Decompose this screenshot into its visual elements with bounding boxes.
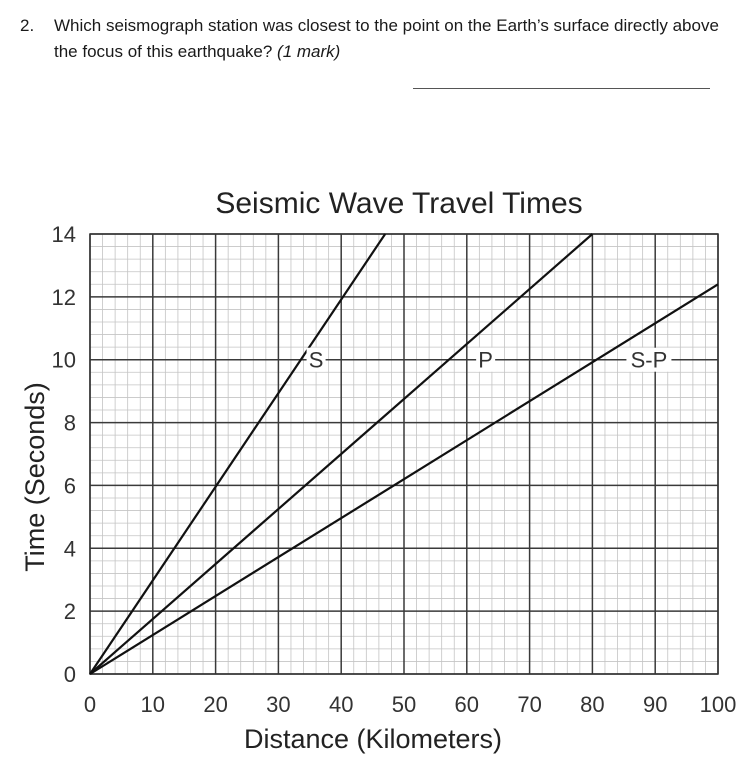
x-axis-label: Distance (Kilometers)	[243, 724, 503, 754]
y-axis-label: Time (Seconds)	[20, 382, 50, 572]
y-tick-label: 6	[63, 473, 76, 499]
x-tick-label: 40	[328, 692, 354, 717]
question-text: Which seismograph station was closest to the point on the Earth’s surface directly above the focus of this earthquake?	[54, 16, 719, 61]
x-tick-label: 10	[140, 692, 166, 717]
series-label-p: P	[478, 347, 493, 373]
chart-title: Seismic Wave Travel Times	[215, 187, 583, 220]
y-tick-label: 10	[51, 347, 76, 373]
series-label-s-p: S-P	[630, 347, 668, 373]
y-tick-label: 14	[51, 222, 76, 247]
x-tick-label: 80	[580, 692, 605, 717]
y-tick-labels	[52, 222, 76, 687]
x-tick-label: 0	[83, 692, 97, 717]
y-tick-label: 2	[63, 599, 76, 625]
y-tick-label: 4	[63, 536, 76, 562]
x-tick-label: 50	[391, 692, 417, 717]
x-tick-label: 70	[517, 692, 542, 717]
question-number: 2.	[20, 16, 35, 35]
series-label-s: S	[308, 347, 324, 373]
x-tick-label: 90	[642, 692, 668, 717]
x-tick-label: 60	[454, 692, 480, 717]
y-tick-label: 12	[51, 284, 76, 310]
grid-major	[90, 234, 718, 674]
x-tick-label: 20	[203, 692, 228, 717]
y-tick-label: 8	[63, 410, 76, 436]
x-tick-labels	[84, 692, 736, 717]
y-tick-label: 0	[63, 662, 76, 687]
x-tick-label: 30	[266, 692, 291, 717]
question-mark: (1 mark)	[277, 42, 341, 61]
x-tick-label: 100	[699, 692, 737, 717]
